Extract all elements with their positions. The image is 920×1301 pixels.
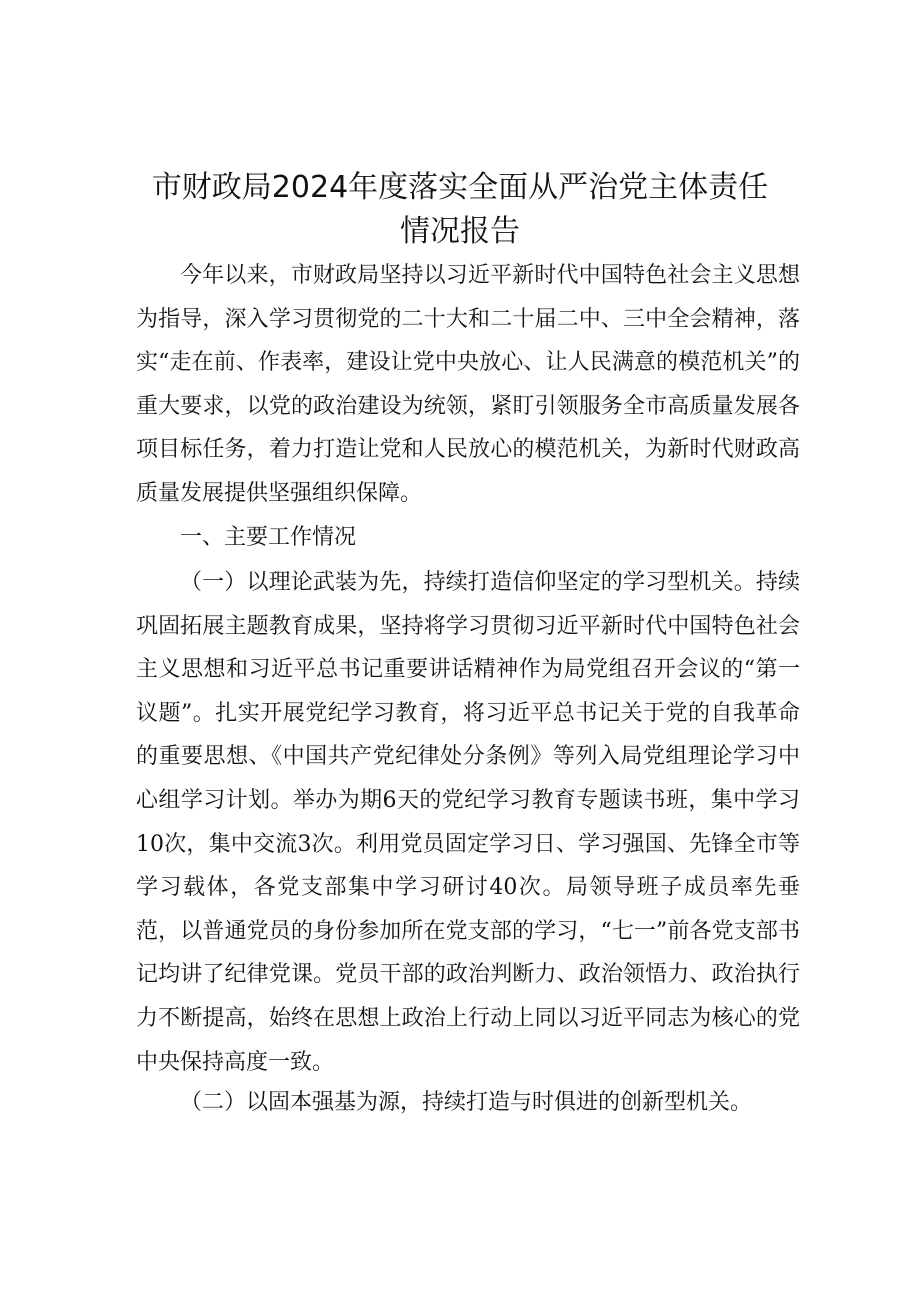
subsection-2-heading: （二）以固本强基为源，持续打造与时俱进的创新型机关。 (180, 1090, 753, 1115)
subsection-1-paragraph: （一）以理论武装为先，持续打造信仰坚定的学习型机关。持续巩固拓展主题教育成果，坚持将学习贯彻习近平新时代中国特色社会主义思想和习近平总书记重要讲话精神作为局党组召开会议的“第一议题”。扎实开展党纪学习教育，将习近平总书记关于党的自我革命的重要思想、《中国共产党纪律处分条例》等列入局党组理论学习中心组学习计划。举办为期6天的党纪学习教育专题读书班，集中学习10次，集中交流3次。利用党员固定学习日、学习强国、先锋全市等学习载体，各党支部集中学习研讨40次。局领导班子成员率先垂范，以普通党员的身份参加所在党支部的学习，“七一”前各党支部书记均讲了纪律党课。党员干部的政治判断力、政治领悟力、政治执行力不断提高，始终在思想上政治上行动上同以习近平同志为核心的党中央保持高度一致。 (136, 570, 800, 1075)
document-title-line-2: 情况报告 (400, 214, 520, 249)
intro-paragraph-block (136, 254, 800, 516)
document-title-line-1: 市财政局2024年度落实全面从严治党主体责任 (151, 170, 769, 205)
subsection-2-block (136, 1081, 800, 1125)
section-heading-main-work: 一、主要工作情况 (180, 525, 357, 550)
intro-paragraph: 今年以来，市财政局坚持以习近平新时代中国特色社会主义思想为指导，深入学习贯彻党的二十大和二十届二中、三中全会精神，落实“走在前、作表率，建设让党中央放心、让人民满意的模范机关”的重大要求，以党的政治建设为统领，紧盯引领服务全市高质量发展各项目标任务，着力打造让党和人民放心的模范机关，为新时代财政高质量发展提供坚强组织保障。 (136, 263, 800, 506)
subsection-1-block (136, 561, 800, 1084)
section-heading-block (136, 516, 800, 560)
